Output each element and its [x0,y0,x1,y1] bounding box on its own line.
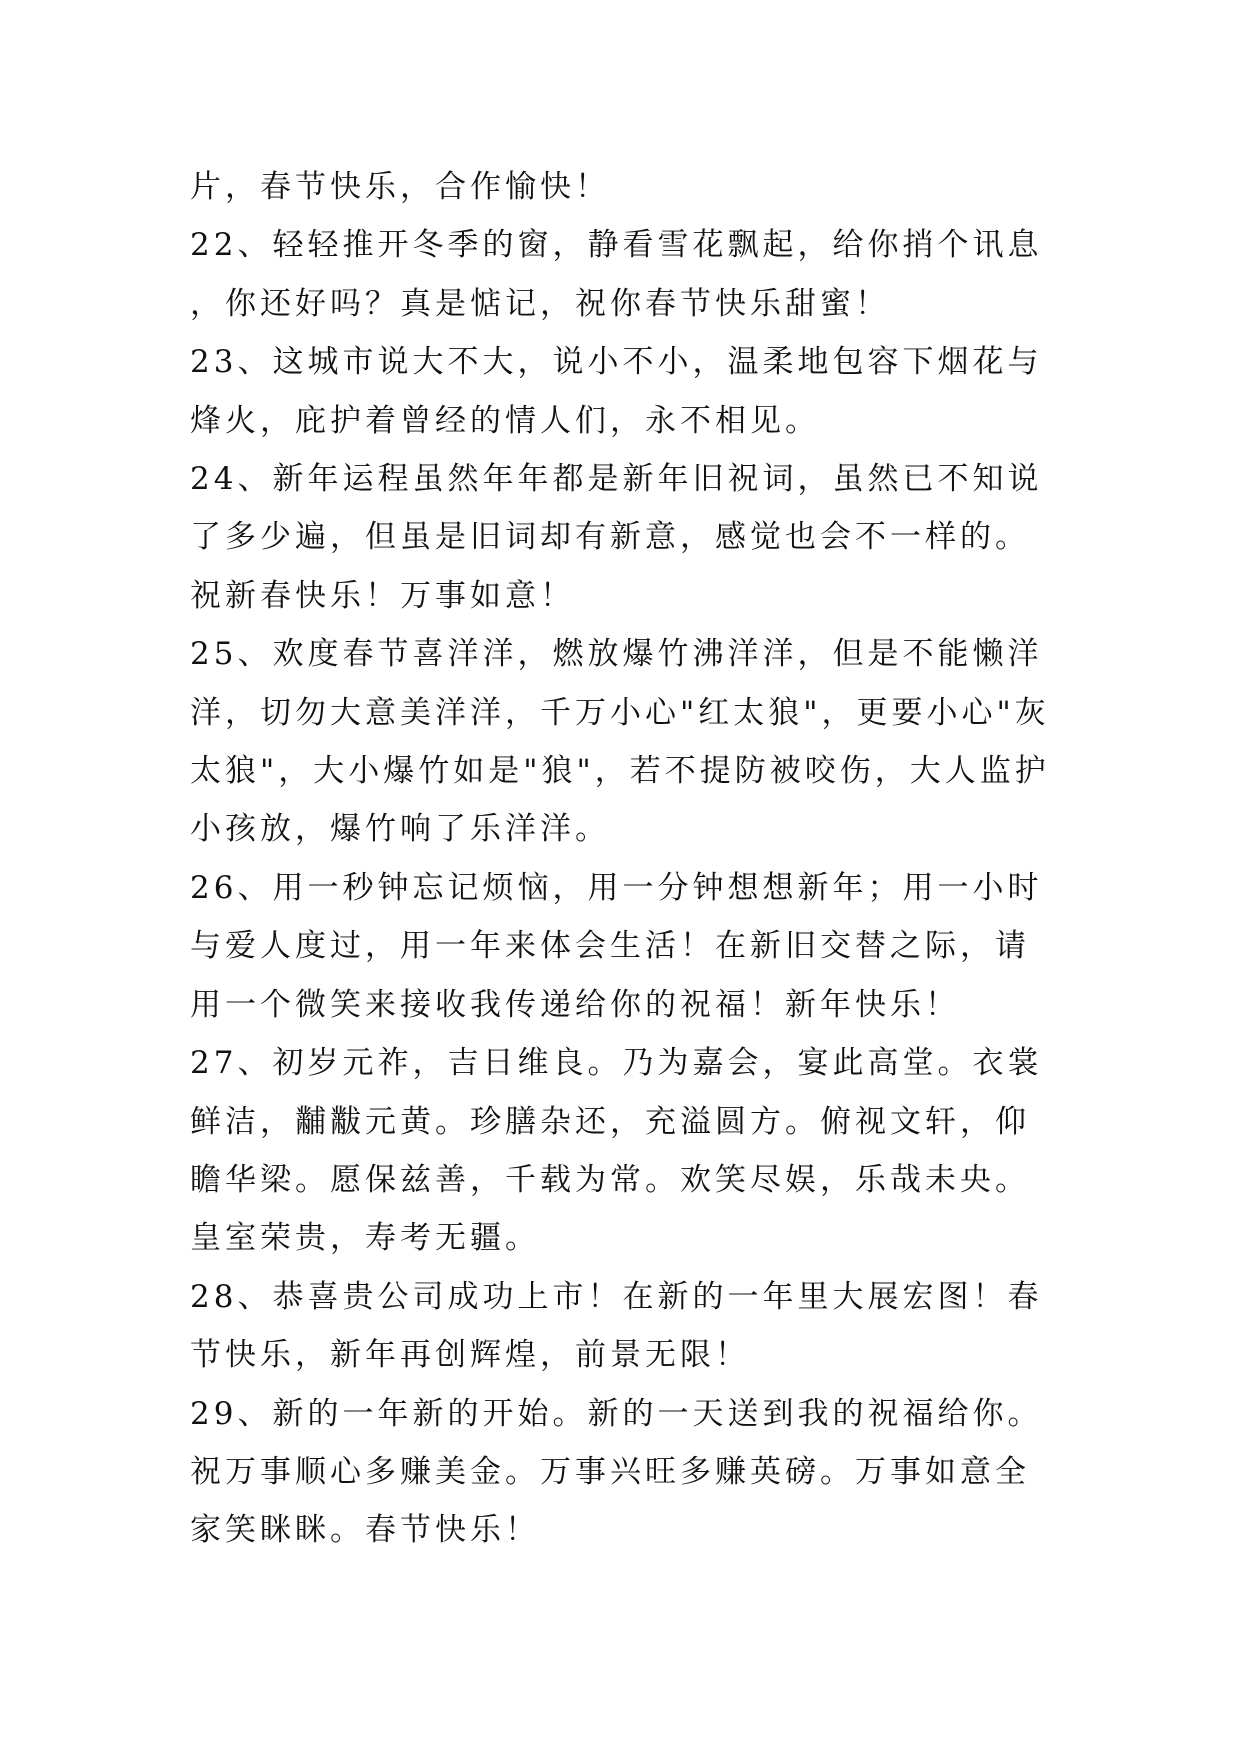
paragraph-24: 24、新年运程虽然年年都是新年旧祝词，虽然已不知说了多少遍，但虽是旧词却有新意，感觉也会不一样的。祝新春快乐！万事如意！ [190,461,1043,614]
paragraph-28: 28、恭喜贵公司成功上市！在新的一年里大展宏图！春节快乐，新年再创辉煌，前景无限！ [190,1278,1043,1374]
paragraph-25: 25、欢度春节喜洋洋，燃放爆竹沸洋洋，但是不能懒洋洋，切勿大意美洋洋，千万小心"红太狼"，更要小心"灰太狼"，大小爆竹如是"狼"，若不提防被咬伤，大人监护小孩放，爆竹响了乐洋洋。 [190,636,1050,848]
paragraph-29: 29、新的一年新的开始。新的一天送到我的祝福给你。祝万事顺心多赚美金。万事兴旺多赚英磅。万事如意全家笑眯眯。春节快乐！ [190,1395,1043,1549]
paragraph-27: 27、初岁元祚，吉日维良。乃为嘉会，宴此高堂。衣裳鲜洁，黼黻元黄。珍膳杂还，充溢圆方。俯视文轩，仰瞻华梁。愿保兹善，千载为常。欢笑尽娱，乐哉未央。皇室荣贵，寿考无疆。 [190,1045,1043,1257]
paragraph-23: 23、这城市说大不大，说小不小，温柔地包容下烟花与烽火，庇护着曾经的情人们，永不相见。 [190,344,1043,439]
paragraph-26: 26、用一秒钟忘记烦恼，用一分钟想想新年；用一小时与爱人度过，用一年来体会生活！在新旧交替之际，请用一个微笑来接收我传递给你的祝福！新年快乐！ [190,869,1043,1023]
document-body [190,158,1060,1560]
paragraph-continuation: 片，春节快乐，合作愉快！ [190,169,610,205]
paragraph-22: 22、轻轻推开冬季的窗，静看雪花飘起，给你捎个讯息，你还好吗？真是惦记，祝你春节快乐甜蜜！ [190,227,1043,322]
